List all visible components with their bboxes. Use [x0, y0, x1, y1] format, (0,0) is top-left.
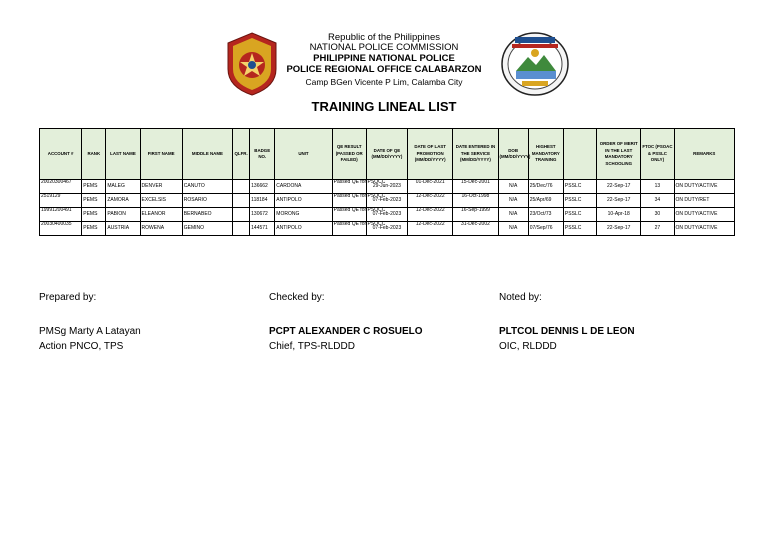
prepared-by-label: Prepared by:: [39, 292, 97, 303]
cell-last-promotion: 01-Dec-2021: [408, 180, 453, 194]
cell-ftoc: 13: [641, 180, 674, 194]
col-header: UNIT: [275, 129, 332, 180]
cell-highest-training: 25/Apr/69: [528, 194, 563, 208]
cell-highest-training: 07/Sep/76: [528, 222, 563, 236]
cell-last-name: MALEG: [106, 180, 140, 194]
cell-order-of-merit: 22-Sep-17: [597, 180, 641, 194]
cell-last-name: ZAMORA: [106, 194, 140, 208]
col-header: FIRST NAME: [140, 129, 182, 180]
col-header: DOB (MM/DD/YYYY): [498, 129, 528, 180]
cell-ftoc: 30: [641, 208, 674, 222]
cell-order-of-merit: 22-Sep-17: [597, 222, 641, 236]
header-address: Camp BGen Vicente P Lim, Calamba City: [305, 77, 463, 87]
col-header: DATE OF QE (MM/DD/YYYY): [366, 129, 407, 180]
table-row: [40, 208, 735, 222]
col-header: DATE ENTERED IN THE SERVICE (MM/DD/YYYY): [453, 129, 498, 180]
cell-remarks: ON DUTY/ACTIVE: [674, 208, 734, 222]
cell-dob-col: N/A: [498, 194, 528, 208]
cell-order-of-merit: 10-Apr-18: [597, 208, 641, 222]
cell-first-name: EXCELSIS: [140, 194, 182, 208]
cell-rank: PEMS: [82, 222, 106, 236]
cell-badge: 118184: [250, 194, 275, 208]
cell-rank: PEMS: [82, 208, 106, 222]
cell-highest-training: 23/Oct/73: [528, 208, 563, 222]
col-header: ORDER OF MERIT IN THE LAST MANDATORY SCHOOLING: [597, 129, 641, 180]
cell-qe-result: Passed QE for PSOCC: [332, 222, 366, 236]
cell-order-of-merit: 22-Sep-17: [597, 194, 641, 208]
col-header: BADGE NO.: [250, 129, 275, 180]
header-pro: POLICE REGIONAL OFFICE CALABARZON: [286, 64, 482, 75]
cell-date-entered: 16-Oct-1998: [453, 194, 498, 208]
col-header: ACCOUNT #: [40, 129, 82, 180]
col-header: REMARKS: [674, 129, 734, 180]
cell-training-name: PSSLC: [563, 180, 596, 194]
cell-rank: PEMS: [82, 180, 106, 194]
cell-first-name: ROWENA: [140, 222, 182, 236]
cell-ftoc: 27: [641, 222, 674, 236]
cell-middle-name: ROSARIO: [182, 194, 232, 208]
cell-remarks: ON DUTY/RET: [674, 194, 734, 208]
checked-by-position: Chief, TPS-RLDDD: [269, 341, 355, 352]
cell-qe-date: 07-Feb-2023: [366, 194, 407, 208]
header-napolcom: NATIONAL POLICE COMMISSION: [309, 42, 459, 53]
col-header: QLFR.: [233, 129, 250, 180]
cell-qualifier: [233, 180, 250, 194]
col-header: QE RESULT (PASSED OR FAILED): [332, 129, 366, 180]
cell-middle-name: BERNABEO: [182, 208, 232, 222]
cell-date-entered: 15-Dec-2001: [453, 180, 498, 194]
cell-date-entered: 16-Sep-1999: [453, 208, 498, 222]
cell-ftoc: 34: [641, 194, 674, 208]
col-header: FTOC (PSOAC & PSSLC ONLY): [641, 129, 674, 180]
col-header: LAST NAME: [106, 129, 140, 180]
cell-first-name: DENVER: [140, 180, 182, 194]
cell-last-promotion: 12-Dec-2022: [408, 222, 453, 236]
table-header-row: [40, 129, 735, 180]
cell-account: 20020300467: [40, 180, 82, 194]
cell-badge: 136662: [250, 180, 275, 194]
cell-qualifier: [233, 222, 250, 236]
cell-last-promotion: 12-Dec-2022: [408, 194, 453, 208]
cell-training-name: PSSLC: [563, 194, 596, 208]
cell-middle-name: CANUTO: [182, 180, 232, 194]
cell-qe-result: Passed QE for PSOCC: [332, 180, 366, 194]
table-row: [40, 222, 735, 236]
cell-training-name: PSSLC: [563, 208, 596, 222]
checked-by-name: PCPT ALEXANDER C ROSUELO: [269, 326, 423, 337]
cell-last-promotion: 12-Dec-2022: [408, 208, 453, 222]
cell-account: 20030400035: [40, 222, 82, 236]
document-title: TRAINING LINEAL LIST: [311, 99, 457, 114]
col-header: MIDDLE NAME: [182, 129, 232, 180]
col-header: DATE OF LAST PROMOTION (MM/DD/YYYY): [408, 129, 453, 180]
cell-qe-date: 07-Feb-2023: [366, 208, 407, 222]
cell-last-name: PABION: [106, 208, 140, 222]
cell-badge: 130672: [250, 208, 275, 222]
col-header: HIGHEST MANDATORY TRAINING: [528, 129, 563, 180]
cell-qe-result: Passed QE for PSOCC: [332, 208, 366, 222]
cell-account: 19991200491: [40, 208, 82, 222]
cell-unit: ANTIPOLO: [275, 194, 332, 208]
cell-qe-date: 07-Feb-2023: [366, 222, 407, 236]
cell-date-entered: 31-Dec-2002: [453, 222, 498, 236]
cell-dob-col: N/A: [498, 180, 528, 194]
cell-training-name: PSSLC: [563, 222, 596, 236]
header-republic: Republic of the Philippines: [328, 32, 440, 43]
table-row: [40, 180, 735, 194]
cell-first-name: ELEANOR: [140, 208, 182, 222]
cell-badge: 144571: [250, 222, 275, 236]
cell-dob-col: N/A: [498, 208, 528, 222]
col-header: [563, 129, 596, 180]
cell-remarks: ON DUTY/ACTIVE: [674, 180, 734, 194]
cell-remarks: ON DUTY/ACTIVE: [674, 222, 734, 236]
checked-by-label: Checked by:: [269, 292, 325, 303]
cell-last-name: AUSTRIA: [106, 222, 140, 236]
table-row: [40, 194, 735, 208]
cell-highest-training: 25/Dec/76: [528, 180, 563, 194]
cell-unit: CARDONA: [275, 180, 332, 194]
cell-qe-result: Passed QE for PSOCC: [332, 194, 366, 208]
noted-by-name: PLTCOL DENNIS L DE LEON: [499, 326, 635, 337]
col-header: RANK: [82, 129, 106, 180]
noted-by-position: OIC, RLDDD: [499, 341, 557, 352]
cell-account: 2519129: [40, 194, 82, 208]
noted-by-label: Noted by:: [499, 292, 542, 303]
cell-dob-col: N/A: [498, 222, 528, 236]
prepared-by-name: PMSg Marty A Latayan: [39, 326, 141, 337]
cell-unit: MORONG: [275, 208, 332, 222]
cell-rank: PEMS: [82, 194, 106, 208]
cell-qualifier: [233, 194, 250, 208]
cell-qualifier: [233, 208, 250, 222]
header-pnp: PHILIPPINE NATIONAL POLICE: [313, 53, 455, 64]
lineal-list-table: [39, 128, 735, 236]
prepared-by-position: Action PNCO, TPS: [39, 341, 124, 352]
cell-middle-name: GEMINO: [182, 222, 232, 236]
cell-unit: ANTIPOLO: [275, 222, 332, 236]
cell-qe-date: 29-Jun-2023: [366, 180, 407, 194]
